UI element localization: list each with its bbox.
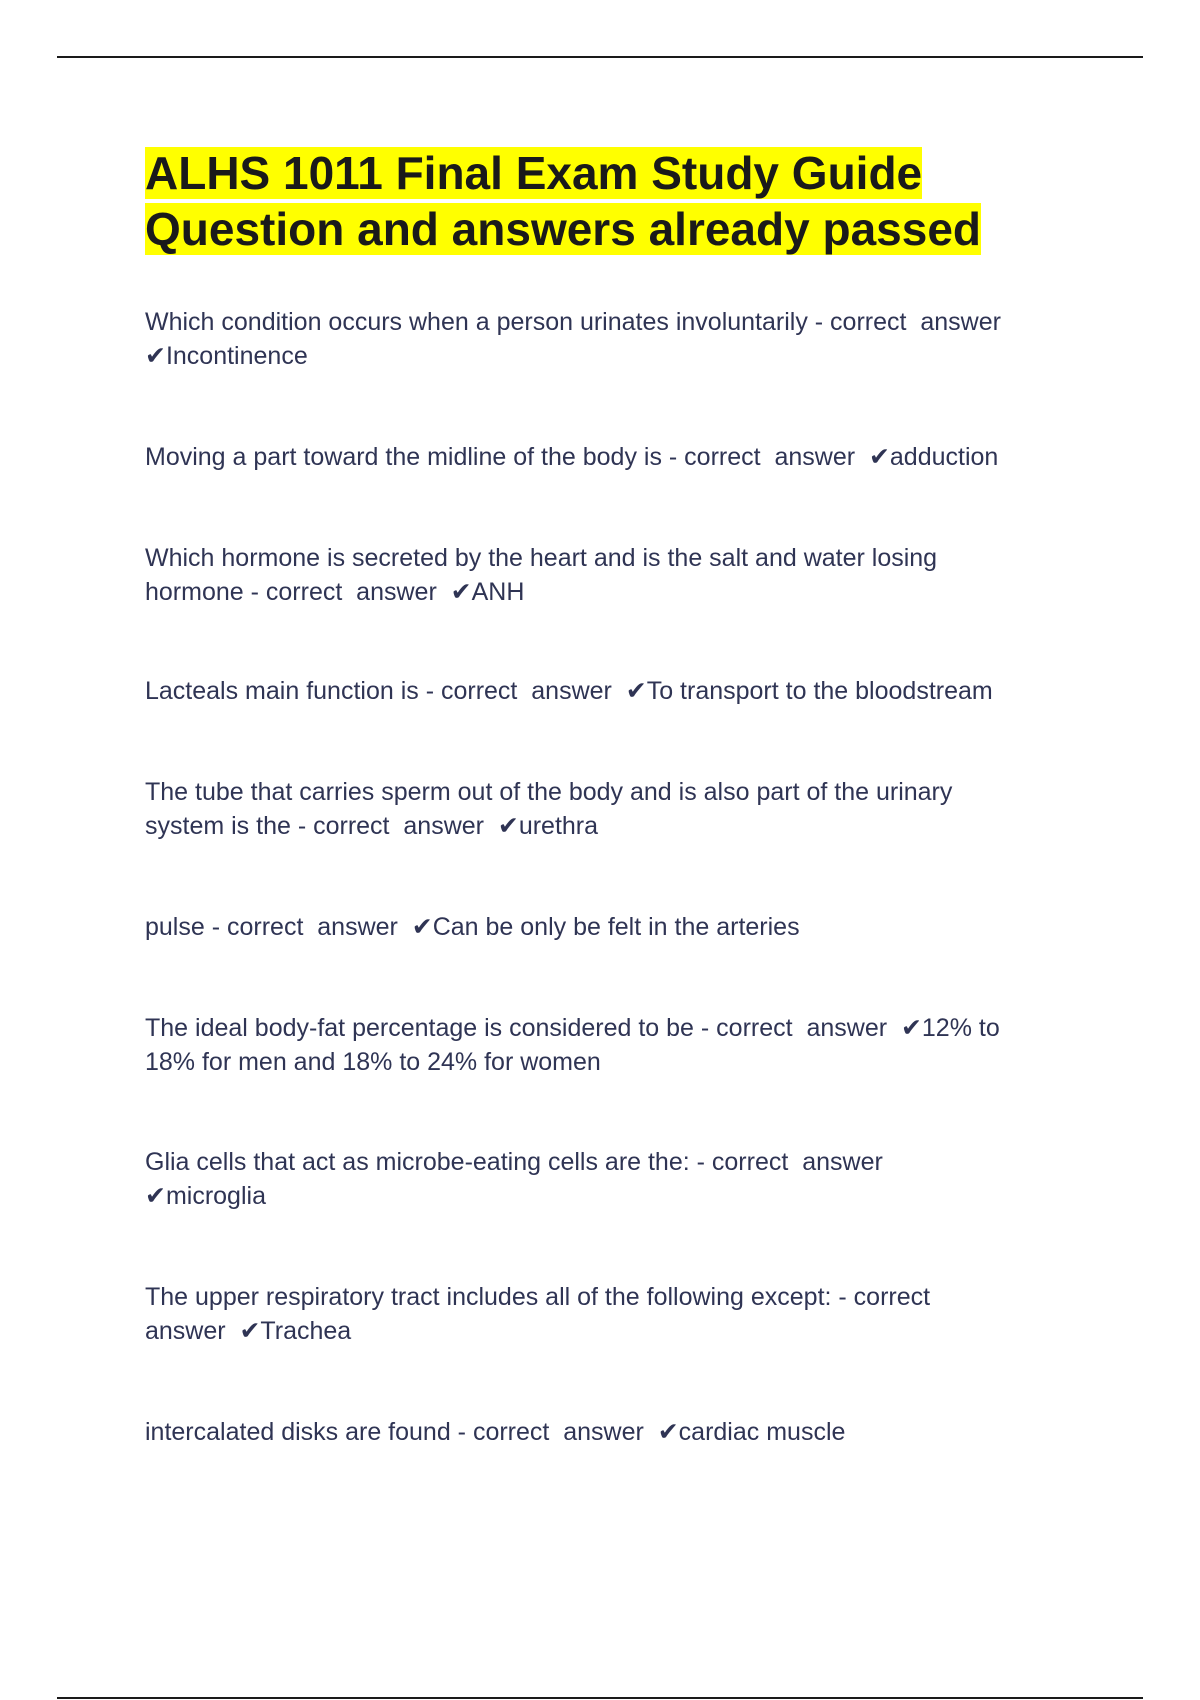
qa-item: The upper respiratory tract includes all of the following except: - correct answer ✔Trachea bbox=[145, 1283, 931, 1345]
qa-item: The tube that carries sperm out of the body and is also part of the urinary system is the - correct answer ✔urethra bbox=[145, 778, 953, 840]
title-line-2: Question and answers already passed bbox=[145, 203, 981, 255]
top-rule bbox=[57, 56, 1143, 58]
title-line-1: ALHS 1011 Final Exam Study Guide bbox=[145, 147, 923, 199]
qa-item: Which condition occurs when a person urinates involuntarily - correct answer ✔Incontinence bbox=[145, 308, 1001, 370]
qa-item: Moving a part toward the midline of the body is - correct answer ✔adduction bbox=[145, 443, 999, 471]
bottom-rule bbox=[57, 1697, 1143, 1699]
qa-item: The ideal body-fat percentage is considered to be - correct answer ✔12% to 18% for men and 18% to 24% for women bbox=[145, 1014, 1000, 1076]
document-title bbox=[145, 145, 1105, 257]
qa-item: intercalated disks are found - correct answer ✔cardiac muscle bbox=[145, 1418, 846, 1446]
qa-item: Which hormone is secreted by the heart and is the salt and water losing hormone - correct answer ✔ANH bbox=[145, 544, 938, 606]
qa-item: pulse - correct answer ✔Can be only be felt in the arteries bbox=[145, 913, 800, 941]
qa-item: Lacteals main function is - correct answer ✔To transport to the bloodstream bbox=[145, 677, 993, 705]
qa-item: Glia cells that act as microbe-eating cells are the: - correct answer ✔microglia bbox=[145, 1148, 883, 1210]
